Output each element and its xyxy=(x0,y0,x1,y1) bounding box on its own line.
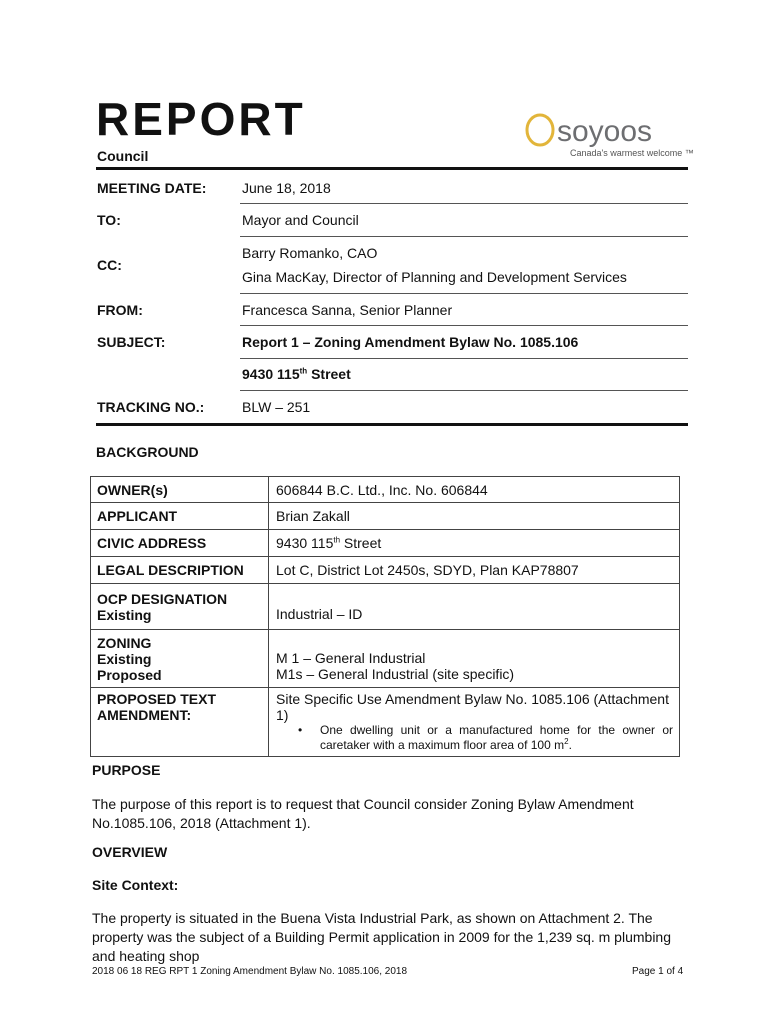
to-label: TO: xyxy=(97,212,121,228)
row-divider xyxy=(240,390,688,391)
list-item: • One dwelling unit or a manufactured home for the owner or caretaker with a maximum floor area of 100 $m^2$. xyxy=(298,723,673,752)
footer-page-number: Page 1 of 4 xyxy=(632,966,684,977)
cc-label: CC: xyxy=(97,257,122,273)
report-title: REPORT xyxy=(96,93,306,145)
row-divider xyxy=(240,358,688,359)
tracking-label: TRACKING NO.: xyxy=(97,399,205,415)
table-row xyxy=(91,530,680,557)
owner-value: 606844 B.C. Ltd., Inc. No. 606844 xyxy=(269,477,680,503)
proposed-text-amendment-label: PROPOSED TEXT AMENDMENT: xyxy=(91,688,269,757)
osoyoos-logo-icon xyxy=(524,110,684,150)
row-divider xyxy=(240,236,688,237)
civic-address-label: CIVIC ADDRESS xyxy=(91,530,269,557)
logo-tagline: Canada's warmest welcome ™ xyxy=(570,148,694,158)
ocp-designation-label: OCP DESIGNATION Existing xyxy=(91,584,269,630)
row-divider xyxy=(240,203,688,204)
overview-heading: OVERVIEW xyxy=(92,844,168,860)
from-value: Francesca Sanna, Senior Planner xyxy=(242,302,453,318)
table-row xyxy=(91,557,680,584)
site-context-text: The property is situated in the Buena Vista Industrial Park, as shown on Attachment 2. The property was the subject of a Building Permit application in 2009 for the 1,239 sq. m plumbing and heating shop xyxy=(92,910,671,964)
applicant-label: APPLICANT xyxy=(91,503,269,530)
legal-description-label: LEGAL DESCRIPTION xyxy=(91,557,269,584)
legal-description-value: Lot C, District Lot 2450s, SDYD, Plan KAP78807 xyxy=(269,557,680,584)
table-row xyxy=(91,630,680,688)
ocp-designation-value: Industrial – ID xyxy=(269,584,680,630)
subject-label: SUBJECT: xyxy=(97,334,166,350)
cc-value-1: Barry Romanko, CAO xyxy=(242,245,378,261)
background-heading: BACKGROUND xyxy=(96,444,199,460)
table-row xyxy=(91,503,680,530)
to-value: Mayor and Council xyxy=(242,212,359,228)
header-divider xyxy=(96,167,688,170)
table-row xyxy=(91,688,680,757)
purpose-heading: PURPOSE xyxy=(92,762,161,778)
from-label: FROM: xyxy=(97,302,143,318)
table-row xyxy=(91,477,680,503)
zoning-value: M 1 – General Industrial M1s – General Industrial (site specific) xyxy=(269,630,680,688)
background-table xyxy=(90,476,680,757)
purpose-text: The purpose of this report is to request that Council consider Zoning Bylaw Amendment No.1085.106, 2018 (Attachment 1). xyxy=(92,796,634,831)
table-row xyxy=(91,584,680,630)
svg-text:soyoos: soyoos xyxy=(557,115,653,148)
site-context-heading: Site Context: xyxy=(92,877,179,893)
subject-value-1: Report 1 – Zoning Amendment Bylaw No. 1085.106 xyxy=(242,334,579,350)
subject-value-2: 9430 115th Street xyxy=(242,366,351,382)
zoning-label: ZONING Existing Proposed xyxy=(91,630,269,688)
meeting-date-label: MEETING DATE: xyxy=(97,180,207,196)
proposed-text-amendment-value: Site Specific Use Amendment Bylaw No. 1085.106 (Attachment 1) • One dwelling unit or a manufactured home for the owner or caretaker with a maximum floor area of 100 $m^2$. xyxy=(269,688,680,757)
osoyoos-logo xyxy=(524,110,694,162)
footer-document-id: 2018 06 18 REG RPT 1 Zoning Amendment Bylaw No. 1085.106, 2018 xyxy=(92,966,408,977)
bullet-icon: • xyxy=(298,723,303,737)
row-divider xyxy=(240,325,688,326)
row-divider xyxy=(240,293,688,294)
meta-divider xyxy=(96,423,688,426)
meeting-date-value: June 18, 2018 xyxy=(242,180,331,196)
owner-label: OWNER(s) xyxy=(91,477,269,503)
report-subtitle: Council xyxy=(97,148,149,164)
civic-address-value: 9430 115th Street xyxy=(269,530,680,557)
applicant-value: Brian Zakall xyxy=(269,503,680,530)
tracking-value: BLW – 251 xyxy=(242,399,311,415)
cc-value-2: Gina MacKay, Director of Planning and Development Services xyxy=(242,269,627,285)
